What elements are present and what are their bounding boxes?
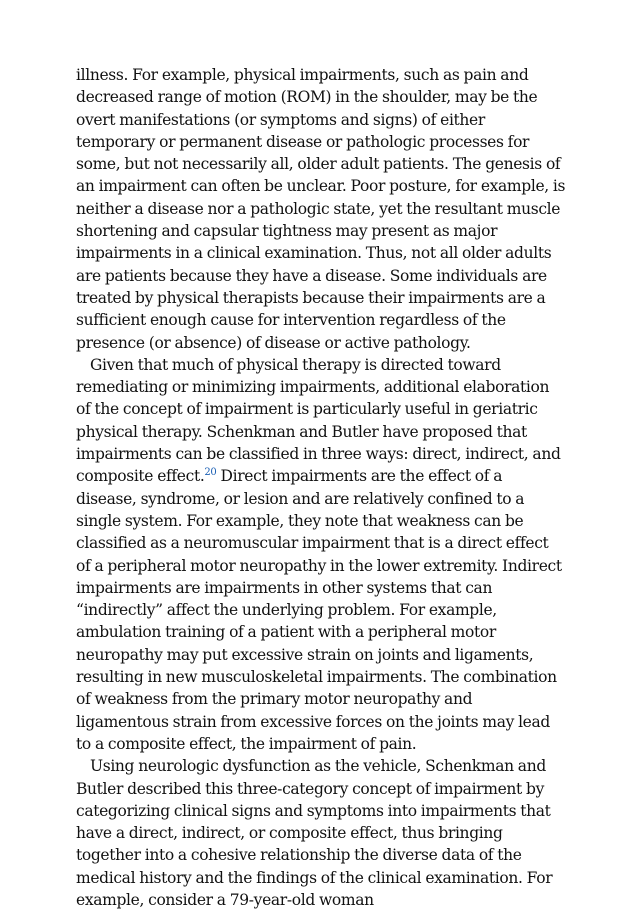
document-page <box>76 64 566 911</box>
paragraph-2-text-after-ref: Direct impairments are the effect of a disease, syndrome, or lesion and are relatively confined to a single system. For example, they note that weakness can be classified as a neuromuscular impairment that is a direct effect of a peripheral motor neuropathy in the lower extremity. Indirect impairments are impairments in other systems that can “indirectly” affect the underlying problem. For example, ambulation training of a patient with a peripheral motor neuropathy may put excessive strain on joints and ligaments, resulting in new musculoskeletal impairments. The combination of weakness from the primary motor neuropathy and ligamentous strain from excessive forces on the joints may lead to a composite effect, the impairment of pain. <box>76 467 562 753</box>
paragraph-1 <box>76 64 566 354</box>
paragraph-2-text-before-ref: Given that much of physical therapy is directed toward remediating or minimizing impairments, additional elaboration of the concept of impairment is particularly useful in geriatric physical therapy. Schenkman and Butler have proposed that impairments can be classified in three ways: direct, indirect, and composite effect. <box>76 355 561 486</box>
paragraph-3 <box>76 755 566 911</box>
paragraph-2 <box>76 354 566 755</box>
paragraph-1-text: illness. For example, physical impairments, such as pain and decreased range of motion (ROM) in the shoulder, may be the overt manifestations (or symptoms and signs) of either temporary or permanent disease or pathologic processes for some, but not necessarily all, older adult patients. The genesis of an impairment can often be unclear. Poor posture, for example, is neither a disease nor a pathologic state, yet the resultant muscle shortening and capsular tightness may present as major impairments in a clinical examination. Thus, not all older adults are patients because they have a disease. Some individuals are treated by physical therapists because their impairments are a sufficient enough cause for intervention regardless of the presence (or absence) of disease or active pathology. <box>76 66 566 352</box>
reference-link-20[interactable]: 20 <box>204 467 217 479</box>
paragraph-3-text: Using neurologic dysfunction as the vehicle, Schenkman and Butler described this three-category concept of impairment by categorizing clinical signs and symptoms into impairments that have a direct, indirect, or composite effect, thus bringing together into a cohesive relationship the diverse data of the medical history and the findings of the clinical examination. For example, consider a 79-year-old woman <box>76 757 553 909</box>
